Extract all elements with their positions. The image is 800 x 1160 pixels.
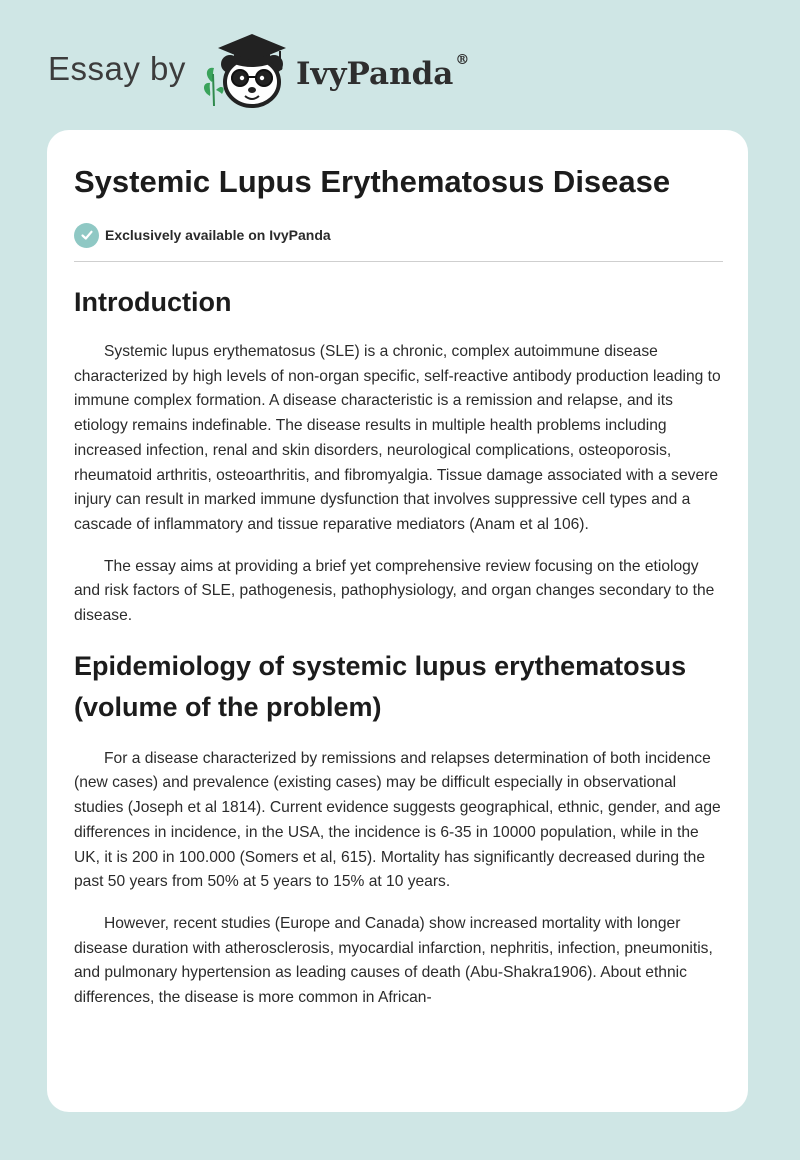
badge-label: Exclusively available on IvyPanda	[105, 227, 331, 243]
article-card	[47, 130, 748, 1112]
brand-name-text: IvyPanda	[296, 56, 454, 92]
check-circle-icon	[74, 223, 99, 248]
page-title: Systemic Lupus Erythematosus Disease	[74, 164, 671, 199]
paragraph: For a disease characterized by remissions and relapses determination of both incidence (new cases) and prevalence (existing cases) may be difficult especially in observational studies (Joseph et al 1814). Current evidence suggests geographical, ethnic, gender, and age differences in incidence, in the USA, the incidence is 6-35 in 10000 population, while in the UK, it is 200 in 100.000 (Somers et al, 615). Mortality has significantly decreased during the past 50 years from 50% at 5 years to 15% at 10 years.	[74, 749, 721, 891]
panda-graduate-logo-icon	[200, 26, 290, 112]
section-heading: Epidemiology of systemic lupus erythematosus (volume of the problem)	[74, 650, 687, 722]
registered-mark: ®	[455, 52, 470, 68]
paragraph: However, recent studies (Europe and Canada) show increased mortality with longer disease duration with atherosclerosis, myocardial infarction, nephritis, infection, pneumonitis, and pulmonary hypertension as leading causes of death (Abu-Shakra1906). About ethnic differences, the disease is more common in African-	[74, 914, 713, 1007]
brand-name	[296, 52, 470, 92]
exclusive-badge	[74, 222, 331, 248]
paragraph: The essay aims at providing a brief yet comprehensive review focusing on the etiology and risk factors of SLE, pathogenesis, pathophysiology, and organ changes secondary to the disease.	[74, 557, 715, 625]
paragraph: Systemic lupus erythematosus (SLE) is a chronic, complex autoimmune disease characterized by high levels of non-organ specific, self-reactive antibody production leading to immune complex formation. A disease characteristic is a remission and relapse, and its etiology remains indefinable. The disease results in multiple health problems including increased infection, renal and skin disorders, neurological complications, osteoporosis, rheumatoid arthritis, osteoarthritis, and fibromyalgia. Tissue damage associated with a severe injury can result in marked immune dysfunction that involves suppressive cell types and a cascade of inflammatory and tissue reparative mediators (Anam et al 106).	[74, 343, 721, 533]
article-body	[74, 280, 724, 1028]
title-divider	[74, 261, 723, 262]
brand-header[interactable]	[48, 26, 508, 116]
brand-prefix: Essay by	[48, 50, 186, 87]
section-heading: Introduction	[74, 287, 232, 317]
